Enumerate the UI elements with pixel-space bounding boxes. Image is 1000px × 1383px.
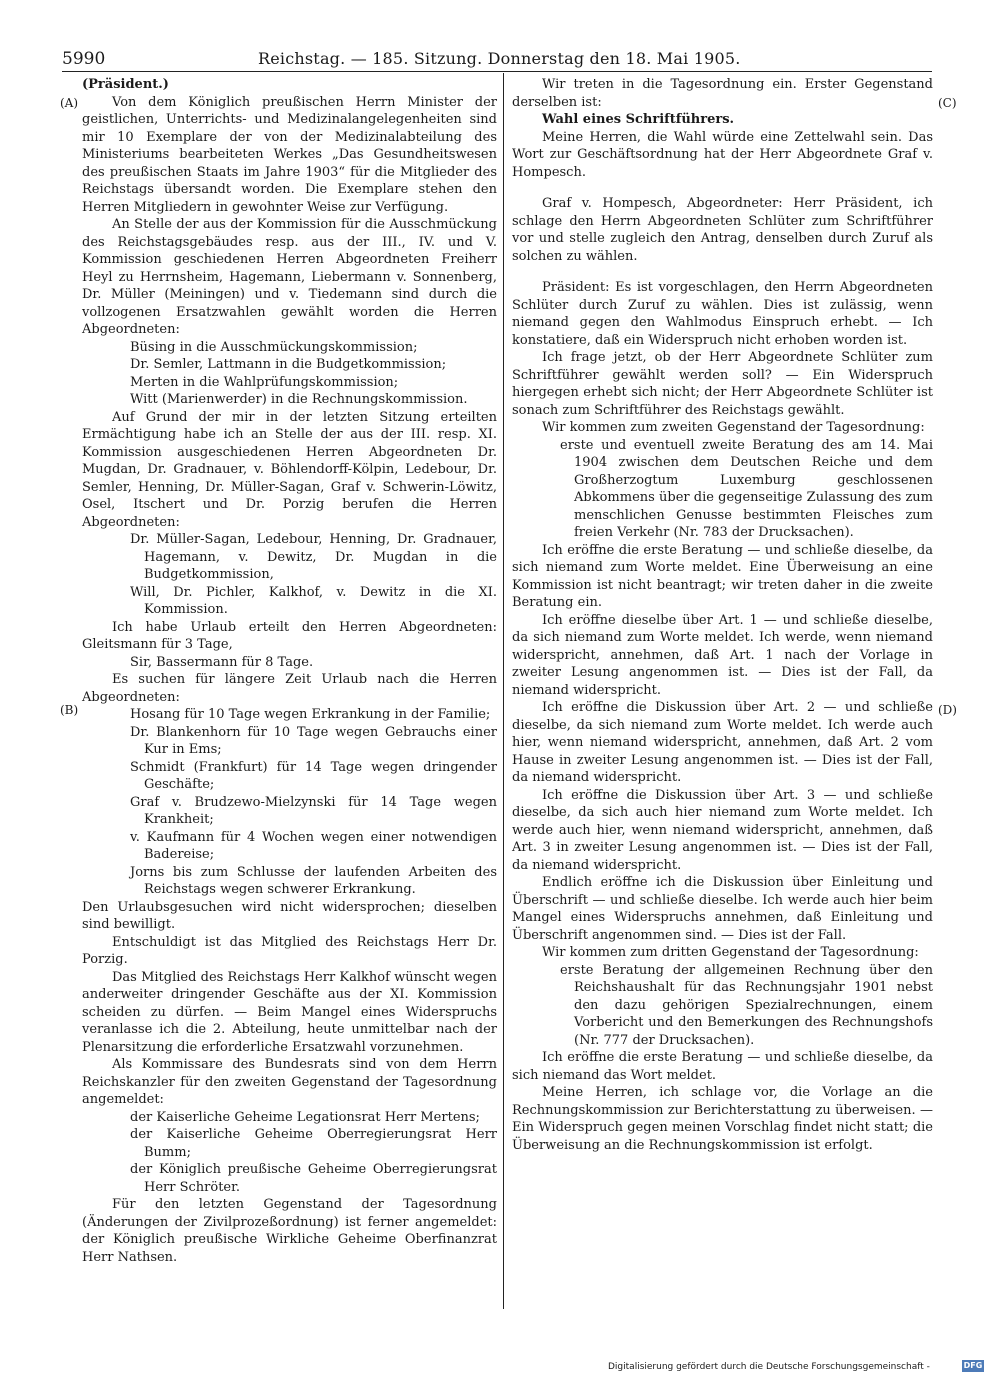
list-item: der Kaiserliche Geheime Legationsrat Herr Mertens;	[130, 1109, 480, 1125]
paragraph: Endlich eröffne ich die Diskussion über Einleitung und Überschrift — und schließe dieselbe. Ich werde auch hier beim Mangel eines Widerspruchs annehmen, daß Einleitung und Überschrift angenommen sind. — Dies ist der Fall.	[512, 875, 933, 943]
list-item: Sir, Bassermann für 8 Tage.	[130, 654, 314, 670]
list-item: Dr. Semler, Lattmann in die Budgetkommission;	[130, 357, 447, 372]
paragraph: An Stelle der aus der Kommission für die Ausschmückung des Reichstagsgebäudes resp. aus der III., IV. und V. Kommission geschiedenen Herren Abgeordneten Freiherr Heyl zu Herrnsheim, Hagemann, Liebermann v. Sonnenberg, Dr. Müller (Meiningen) und v. Tiedemann sind durch die vollzogenen Ersatzwahlen gewählt worden die Herren Abgeordneten:	[82, 217, 497, 337]
paragraph: Meine Herren, ich schlage vor, die Vorlage an die Rechnungskommission zur Berichterstattung zu überweisen. — Ein Widerspruch gegen meinen Vorschlag findet nicht statt; die Überweisung an die Rechnungskommission ist erfolgt.	[512, 1085, 933, 1153]
list-item: v. Kaufmann für 4 Wochen wegen einer notwendigen Badereise;	[130, 829, 497, 862]
left-column	[82, 76, 497, 1266]
margin-mark-c: (C)	[938, 96, 957, 110]
page-number: 5990	[62, 49, 106, 69]
page-header	[0, 0, 1000, 80]
paragraph: Wir kommen zum dritten Gegenstand der Tagesordnung:	[542, 945, 919, 960]
list-item: Merten in die Wahlprüfungskommission;	[130, 374, 399, 390]
header-rule	[62, 71, 932, 72]
margin-mark-d: (D)	[938, 703, 957, 717]
list-item: Büsing in die Ausschmückungskommission;	[130, 339, 418, 355]
list-item: Hosang für 10 Tage wegen Erkrankung in der Familie;	[130, 707, 491, 722]
list-item: Witt (Marienwerder) in die Rechnungskommission.	[130, 392, 468, 407]
paragraph: Wir treten in die Tagesordnung ein. Erster Gegenstand derselben ist:	[512, 77, 933, 110]
paragraph: Auf Grund der mir in der letzten Sitzung erteilten Ermächtigung habe ich an Stelle der aus der III. resp. XI. Kommission ausgeschiedenen Herren Abgeordneten Dr. Mugdan, Dr. Gradnauer, v. Böhlendorff-Kölpin, Ledebour, Dr. Semler, Henning, Dr. Müller-Sagan, Graf v. Schwerin-Löwitz, Osel, Itschert und Dr. Porzig berufen die Herren Abgeordneten:	[82, 409, 497, 530]
paragraph: Ich eröffne die erste Beratung — und schließe dieselbe, da sich niemand zum Worte meldet. Eine Überweisung an eine Kommission ist nicht beantragt; wir treten daher in die zweite Beratung ein.	[512, 542, 933, 610]
paragraph: Den Urlaubsgesuchen wird nicht widersprochen; dieselben sind bewilligt.	[82, 899, 497, 932]
paragraph: Ich eröffne dieselbe über Art. 1 — und schließe dieselbe, da sich niemand zum Worte meldet. Ich werde, wenn niemand widerspricht, annehmen, daß Art. 1 nach der Vorlage in zweiter Lesung angenommen ist. — Dies ist der Fall, da niemand widerspricht.	[512, 612, 933, 698]
agenda-item: erste und eventuell zweite Beratung des am 14. Mai 1904 zwischen dem Deutschen Reiche und dem Großherzogtum Luxemburg geschlossenen Abkommens über die gegenseitige Zulassung des zum menschlichen Genusse bestimmten Fleisches zum freien Verkehr (Nr. 783 der Drucksachen).	[560, 437, 933, 540]
paragraph: Ich frage jetzt, ob der Herr Abgeordnete Schlüter zum Schriftführer gewählt werden soll? — Ein Widerspruch hiergegen erhebt sich nicht; der Herr Abgeordnete Schlüter ist sonach zum Schriftführer des Reichstags gewählt.	[512, 350, 933, 418]
list-item: Dr. Müller-Sagan, Ledebour, Henning, Dr. Gradnauer, Hagemann, v. Dewitz, Dr. Mugdan in die Budgetkommission,	[130, 532, 497, 582]
list-item: Will, Dr. Pichler, Kalkhof, v. Dewitz in die XI. Kommission.	[130, 584, 497, 617]
list-item: Graf v. Brudzewo-Mielzynski für 14 Tage wegen Krankheit;	[130, 794, 497, 827]
paragraph: Ich eröffne die Diskussion über Art. 3 — und schließe dieselbe, da sich auch hier niemand zum Worte meldet. Ich werde auch hier, wenn niemand widerspricht, annehmen, daß Art. 3 in zweiter Lesung angenommen ist. — Dies ist der Fall, da niemand widerspricht.	[512, 787, 933, 873]
agenda-item: erste Beratung der allgemeinen Rechnung über den Reichshaushalt für das Rechnungsjahr 1901 nebst den dazu gehörigen Spezialrechnungen, einem Vorbericht und den Bemerkungen des Rechnungshofs (Nr. 777 der Drucksachen).	[560, 962, 933, 1048]
paragraph: Ich eröffne die erste Beratung — und schließe dieselbe, da sich niemand das Wort meldet.	[512, 1050, 933, 1083]
list-item: Schmidt (Frankfurt) für 14 Tage wegen dringender Geschäfte;	[130, 759, 497, 792]
list-item: Dr. Blankenhorn für 10 Tage wegen Gebrauchs einer Kur in Ems;	[130, 724, 497, 757]
paragraph: Entschuldigt ist das Mitglied des Reichstags Herr Dr. Porzig.	[82, 934, 497, 967]
paragraph: Das Mitglied des Reichstags Herr Kalkhof wünscht wegen anderweiter dringender Geschäfte aus der XI. Kommission scheiden zu dürfen. — Beim Mangel eines Widerspruchs veranlasse ich die 2. Abteilung, heute unmittelbar nach der Plenarsitzung die erforderliche Ersatzwahl vorzunehmen.	[82, 969, 497, 1055]
right-column	[512, 76, 933, 1154]
dfg-logo: DFG	[963, 1361, 983, 1370]
paragraph: Es suchen für längere Zeit Urlaub nach die Herren Abgeordneten:	[82, 672, 497, 705]
paragraph: Ich habe Urlaub erteilt den Herren Abgeordneten: Gleitsmann für 3 Tage,	[82, 619, 497, 652]
margin-mark-a: (A)	[60, 96, 79, 110]
list-item: Jorns bis zum Schlusse der laufenden Arbeiten des Reichstags wegen schwerer Erkrankung.	[130, 864, 497, 897]
paragraph: Für den letzten Gegenstand der Tagesordnung (Änderungen der Zivilprozeßordnung) ist ferner angemeldet: der Königlich preußische Wirkliche Geheime Oberfinanzrat Herr Nathsen.	[82, 1197, 497, 1265]
agenda-item: Wahl eines Schriftführers.	[542, 112, 735, 127]
paragraph: Ich eröffne die Diskussion über Art. 2 — und schließe dieselbe, da sich niemand zum Worte meldet. Ich werde auch hier, wenn niemand widerspricht, annehmen, daß Art. 2 vom Hause in zweiter Lesung angenommen ist. — Dies ist der Fall, da niemand widerspricht.	[512, 700, 933, 785]
speaker-label: (Präsident.)	[82, 77, 169, 92]
running-title: Reichstag. — 185. Sitzung. Donnerstag den 18. Mai 1905.	[258, 49, 741, 68]
paragraph: Meine Herren, die Wahl würde eine Zettelwahl sein. Das Wort zur Geschäftsordnung hat der Herr Abgeordnete Graf v. Hompesch.	[512, 129, 933, 180]
list-item: der Königlich preußische Geheime Oberregierungsrat Herr Schröter.	[130, 1162, 497, 1195]
list-item: der Kaiserliche Geheime Oberregierungsrat Herr Bumm;	[130, 1127, 497, 1160]
paragraph: Graf v. Hompesch, Abgeordneter: Herr Präsident, ich schlage den Herrn Abgeordneten Schlüter zum Schriftführer vor und stelle zugleich den Antrag, denselben durch Zuruf als solchen zu wählen.	[512, 196, 933, 264]
paragraph: Von dem Königlich preußischen Herrn Minister der geistlichen, Unterrichts- und Medizinalangelegenheiten sind mir 10 Exemplare der von der Medizinalabteilung des Ministeriums bearbeiteten Werkes „Das Gesundheitswesen des preußischen Staats im Jahre 1903“ für die Mitglieder des Reichstags übersandt worden. Die Exemplare stehen den Herren Mitgliedern in gewohnter Weise zur Verfügung.	[82, 94, 497, 215]
footer-credit: Digitalisierung gefördert durch die Deutsche Forschungsgemeinschaft -	[608, 1362, 930, 1372]
margin-mark-b: (B)	[60, 703, 79, 717]
paragraph: Wir kommen zum zweiten Gegenstand der Tagesordnung:	[542, 420, 925, 435]
column-divider	[503, 73, 504, 1309]
paragraph: Präsident: Es ist vorgeschlagen, den Herrn Abgeordneten Schlüter durch Zuruf zu wählen. Dies ist zulässig, wenn niemand gegen den Wahlmodus Einspruch erhebt. — Ich konstatiere, daß ein Widerspruch nicht erhoben worden ist.	[512, 280, 933, 348]
paragraph: Als Kommissare des Bundesrats sind von dem Herrn Reichskanzler für den zweiten Gegenstand der Tagesordnung angemeldet:	[82, 1057, 497, 1107]
